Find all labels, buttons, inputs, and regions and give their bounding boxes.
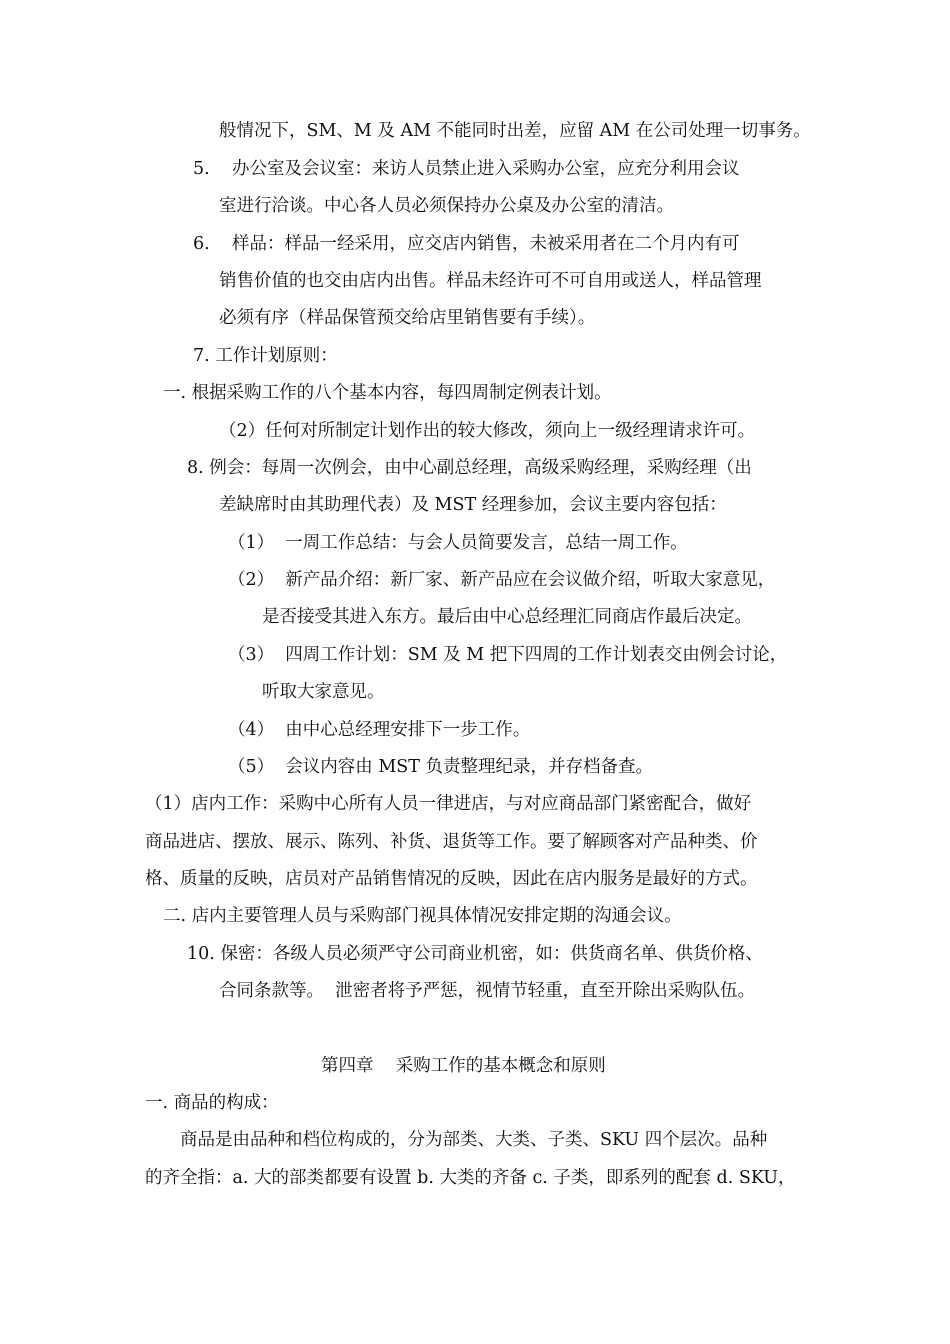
text-line: 一. 根据采购工作的八个基本内容，每四周制定例表计划。 <box>163 383 612 403</box>
text-line: 必须有序（样品保管预交给店里销售要有手续）。 <box>219 308 596 328</box>
text-line: （2）任何对所制定计划作出的较大修改，须向上一级经理请求许可。 <box>219 421 756 441</box>
text-line: 差缺席时由其助理代表）及 MST 经理参加，会议主要内容包括： <box>219 495 727 515</box>
text-line: 是否接受其进入东方。最后由中心总经理汇同商店作最后决定。 <box>262 607 752 627</box>
text-line: （4） 由中心总经理安排下一步工作。 <box>228 720 531 740</box>
text-line: 8. 例会：每周一次例会，由中心副总经理，高级采购经理，采购经理（出 <box>187 458 752 478</box>
text-line: 般情况下，SM、M 及 AM 不能同时出差，应留 AM 在公司处理一切事务。 <box>219 121 811 141</box>
text-line: （3） 四周工作计划：SM 及 M 把下四周的工作计划表交由例会讨论， <box>228 645 788 665</box>
text-line: 二. 店内主要管理人员与采购部门视具体情况安排定期的沟通会议。 <box>163 906 682 926</box>
text-line: 合同条款等。 泄密者将予严惩，视情节轻重，直至开除出采购队伍。 <box>219 981 756 1001</box>
text-line: （5） 会议内容由 MST 负责整理纪录，并存档备查。 <box>228 757 653 777</box>
section-heading: 一. 商品的构成： <box>145 1093 279 1113</box>
text-line: （1）店内工作：采购中心所有人员一律进店，与对应商品部门紧密配合，做好 <box>145 794 752 814</box>
text-line: （2） 新产品介绍：新厂家、新产品应在会议做介绍，听取大家意见， <box>228 570 776 590</box>
text-line: 听取大家意见。 <box>262 682 385 702</box>
text-line: 商品进店、摆放、展示、陈列、补货、退货等工作。要了解顾客对产品种类、价 <box>145 832 758 852</box>
text-line: 6. 样品：样品一经采用，应交店内销售，未被采用者在二个月内有可 <box>193 234 740 254</box>
text-line: 10. 保密：各级人员必须严守公司商业机密，如：供货商名单、供货价格、 <box>187 944 763 964</box>
text-line: 5. 办公室及会议室：来访人员禁止进入采购办公室，应充分利用会议 <box>193 159 740 179</box>
text-line: 7. 工作计划原则： <box>193 346 338 366</box>
text-line: （1） 一周工作总结：与会人员简要发言，总结一周工作。 <box>228 533 688 553</box>
text-line: 室进行洽谈。中心各人员必须保持办公桌及办公室的清洁。 <box>219 196 674 216</box>
text-line: 商品是由品种和档位构成的，分为部类、大类、子类、SKU 四个层次。品种 <box>180 1130 768 1150</box>
chapter-heading: 第四章 采购工作的基本概念和原则 <box>321 1056 606 1076</box>
text-line: 格、质量的反映，店员对产品销售情况的反映，因此在店内服务是最好的方式。 <box>145 869 758 889</box>
text-line: 销售价值的也交由店内出售。样品未经许可不可自用或送人，样品管理 <box>219 271 762 291</box>
text-line: 的齐全指：a. 大的部类都要有设置 b. 大类的齐备 c. 子类，即系列的配套 d. SKU， <box>145 1168 796 1188</box>
